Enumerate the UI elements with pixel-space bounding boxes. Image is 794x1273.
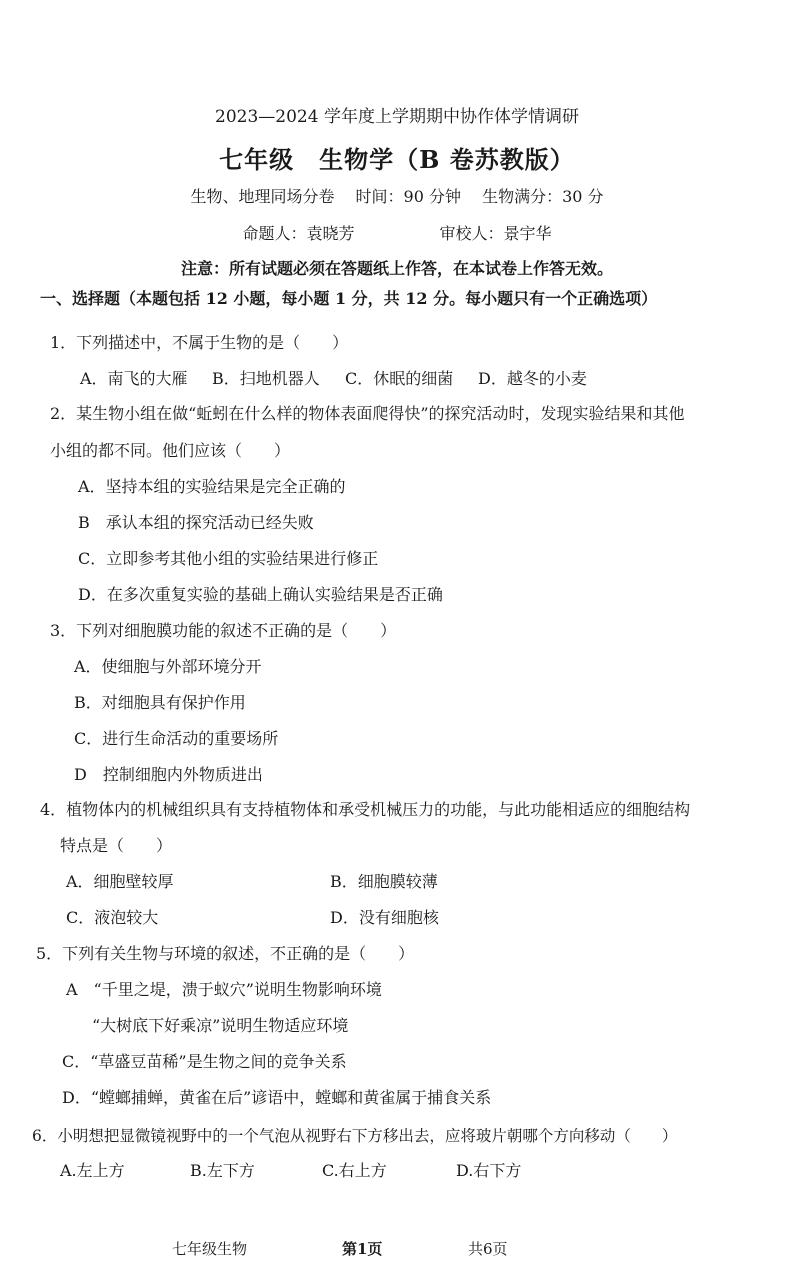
q6-option-c: C.右上方 <box>322 1161 387 1180</box>
q2-option-d: D．在多次重复实验的基础上确认实验结果是否正确 <box>78 585 443 604</box>
section-heading: 一、选择题（本题包括 12 小题，每小题 1 分，共 12 分。每小题只有一个正确选项） <box>40 289 658 308</box>
question-6-stem: 6．小明想把显微镜视野中的一个气泡从视野右下方移出去，应将玻片朝哪个方向移动（ ） <box>32 1127 678 1145</box>
q5-option-a: A “千里之堤，溃于蚁穴”说明生物影响环境 <box>66 980 382 999</box>
q5-option-b: “大树底下好乘凉”说明生物适应环境 <box>92 1016 349 1035</box>
question-1-stem: 1．下列描述中，不属于生物的是（ ） <box>50 333 349 352</box>
q3-option-c: C．进行生命活动的重要场所 <box>74 729 279 748</box>
q1-option-d: D．越冬的小麦 <box>478 369 587 388</box>
q3-option-b: B．对细胞具有保护作用 <box>74 693 246 712</box>
footer-subject: 七年级生物 <box>172 1240 248 1258</box>
q2-option-a: A．坚持本组的实验结果是完全正确的 <box>78 477 346 496</box>
q1-option-b: B．扫地机器人 <box>212 369 320 388</box>
q2-option-b: B 承认本组的探究活动已经失败 <box>78 513 314 532</box>
exam-reviewer: 审校人：景宇华 <box>439 224 552 243</box>
q6-option-b: B.左下方 <box>190 1161 255 1180</box>
q5-option-d: D．“螳螂捕蝉，黄雀在后”谚语中，螳螂和黄雀属于捕食关系 <box>62 1088 492 1107</box>
exam-title: 七年级 生物学（B 卷苏教版） <box>219 145 575 174</box>
exam-info-combined: 生物、地理同场分卷 <box>190 187 335 206</box>
q3-option-a: A．使细胞与外部环境分开 <box>74 657 262 676</box>
q4-option-b: B．细胞膜较薄 <box>330 872 438 891</box>
q6-option-d: D.右下方 <box>456 1161 522 1180</box>
exam-header-line: 2023—2024 学年度上学期期中协作体学情调研 <box>215 107 579 127</box>
q3-option-d: D 控制细胞内外物质进出 <box>74 765 263 784</box>
exam-info <box>0 184 794 207</box>
q5-option-c: C．“草盛豆苗稀”是生物之间的竞争关系 <box>62 1052 347 1071</box>
q6-option-a: A.左上方 <box>60 1161 125 1180</box>
question-3-stem: 3．下列对细胞膜功能的叙述不正确的是（ ） <box>50 621 397 640</box>
footer-total-pages: 共6页 <box>468 1240 508 1258</box>
q4-option-a: A．细胞壁较厚 <box>66 872 174 891</box>
q4-option-d: D．没有细胞核 <box>330 908 439 927</box>
exam-info-score: 生物满分：30 分 <box>482 187 604 206</box>
q4-option-c: C．液泡较大 <box>66 908 159 927</box>
q1-option-c: C．休眠的细菌 <box>345 369 454 388</box>
exam-author: 命题人：袁晓芳 <box>242 224 355 243</box>
question-4-stem-line2: 特点是（ ） <box>60 836 173 855</box>
question-2-stem-line2: 小组的都不同。他们应该（ ） <box>50 441 291 460</box>
question-2-stem-line1: 2．某生物小组在做“蚯蚓在什么样的物体表面爬得快”的探究活动时，发现实验结果和其他 <box>50 404 685 423</box>
q1-option-a: A．南飞的大雁 <box>80 369 188 388</box>
q2-option-c: C．立即参考其他小组的实验结果进行修正 <box>78 549 379 568</box>
footer-page-number: 第1页 <box>342 1240 383 1258</box>
question-5-stem: 5．下列有关生物与环境的叙述，不正确的是（ ） <box>36 944 415 963</box>
exam-authors <box>0 221 794 244</box>
exam-info-time: 时间：90 分钟 <box>355 187 461 206</box>
exam-notice: 注意：所有试题必须在答题纸上作答，在本试卷上作答无效。 <box>180 259 613 278</box>
question-4-stem-line1: 4．植物体内的机械组织具有支持植物体和承受机械压力的功能，与此功能相适应的细胞结构 <box>40 800 691 819</box>
